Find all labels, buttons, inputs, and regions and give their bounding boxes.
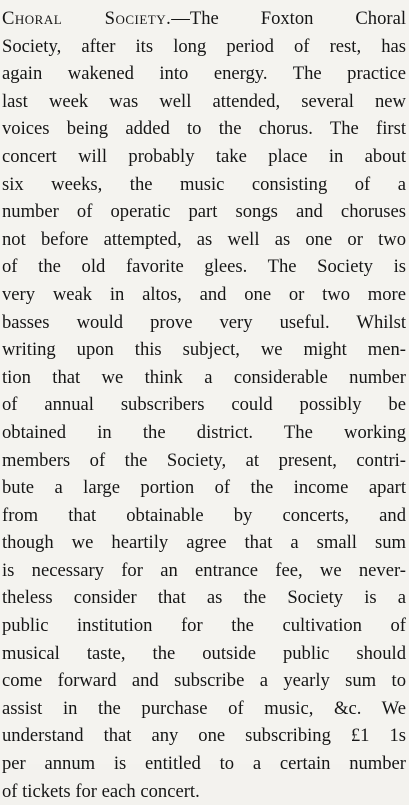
article-line: number of operatic part songs and choruses — [2, 201, 406, 223]
article-line: though we heartily agree that a small sum — [2, 532, 406, 554]
article-line: of annual subscribers could possibly be — [2, 394, 406, 416]
article-line: theless consider that as the Society is a — [2, 587, 406, 609]
article-line: concert will probably take place in about — [2, 145, 406, 167]
article-line: obtained in the district. The working — [2, 421, 406, 443]
article-line: is necessary for an entrance fee, we never- — [2, 559, 406, 581]
article-line: basses would prove very useful. Whilst — [2, 311, 406, 333]
article-line: per annum is entitled to a certain number — [2, 753, 406, 775]
article-line: writing upon this subject, we might men- — [2, 339, 406, 361]
article-line: again wakened into energy. The practice — [2, 63, 406, 85]
article-line: of tickets for each concert. — [2, 780, 200, 802]
article-line — [2, 5, 406, 33]
article-line: very weak in altos, and one or two more — [2, 283, 406, 305]
article-line: six weeks, the music consisting of a — [2, 173, 406, 195]
article-line: voices being added to the chorus. The first — [2, 118, 406, 140]
article-line: bute a large portion of the income apart — [2, 477, 406, 499]
article-line: members of the Society, at present, contri- — [2, 449, 406, 471]
article-line-text: —The Foxton Choral — [171, 8, 406, 29]
article-line: Society, after its long period of rest, has — [2, 35, 406, 57]
article-line: assist in the purchase of music, &c. We — [2, 697, 406, 719]
article-line: last week was well attended, several new — [2, 90, 406, 112]
article-line: come forward and subscribe a yearly sum to — [2, 670, 406, 692]
article-line: musical taste, the outside public should — [2, 642, 406, 664]
article-line: public institution for the cultivation of — [2, 615, 406, 637]
article-line: from that obtainable by concerts, and — [2, 504, 406, 526]
article-heading: Choral Society. — [2, 8, 172, 29]
article-line: understand that any one subscribing £1 1s — [2, 725, 406, 747]
article-line: not before attempted, as well as one or two — [2, 228, 406, 250]
article-line: tion that we think a considerable number — [2, 366, 406, 388]
article-line: of the old favorite glees. The Society is — [2, 256, 406, 278]
